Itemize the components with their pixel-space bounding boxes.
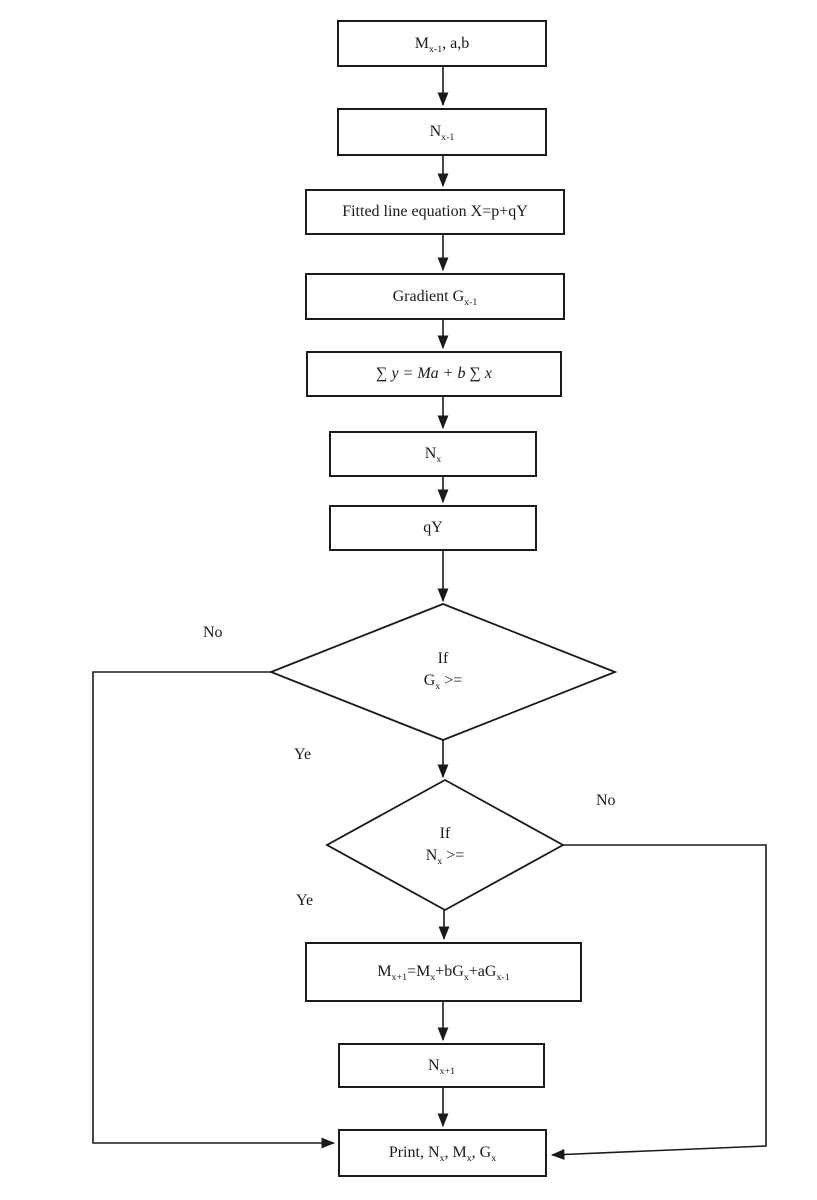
node-sum-equation-label: ∑ y = Ma + b ∑ x [376,365,492,383]
node-gradient [305,273,565,320]
decision-gx-line1: If [437,649,449,667]
node-n-x-label: $N_x$ [424,445,442,466]
node-initial-values [337,20,547,67]
edge-label-no-right: No [596,792,616,809]
node-print-output-label: Print, $N_x$, $M_x$, $G_x$ [388,1144,497,1165]
edge-label-yes-second: Ye [296,892,314,909]
decision-gx-line2: $G_x$ >= [423,672,463,693]
node-n-prev-label: $N_{x-1}$ [429,123,455,144]
decision-gx [343,636,543,704]
node-n-next [338,1043,545,1088]
decision-nx-line1: If [439,824,451,842]
node-fitted-line-equation [305,189,565,235]
decision-nx [345,812,545,878]
node-print-output [338,1129,547,1177]
edge-label-no-left: No [203,624,223,641]
node-gradient-label: Gradient $G_{x-1}$ [392,287,478,309]
edge-label-yes-first: Ye [294,746,312,763]
edge-no-right-path [552,845,766,1155]
node-q-y [329,505,537,551]
node-q-y-label: qY [423,519,443,537]
node-n-x [329,431,537,477]
decision-nx-line2: $N_x$ >= [425,847,465,868]
node-n-next-label: $N_{x+1}$ [427,1056,456,1078]
node-n-prev [337,108,547,156]
node-initial-values-label: $M_{x-1}$, a,b [414,34,470,56]
node-sum-equation [306,351,562,397]
node-m-update [305,942,582,1002]
node-fitted-line-equation-label: Fitted line equation X=p+qY [342,203,528,221]
node-m-update-label: $M_{x+1}=M_x+bG_x+aG_{x-1}$ [377,963,510,984]
